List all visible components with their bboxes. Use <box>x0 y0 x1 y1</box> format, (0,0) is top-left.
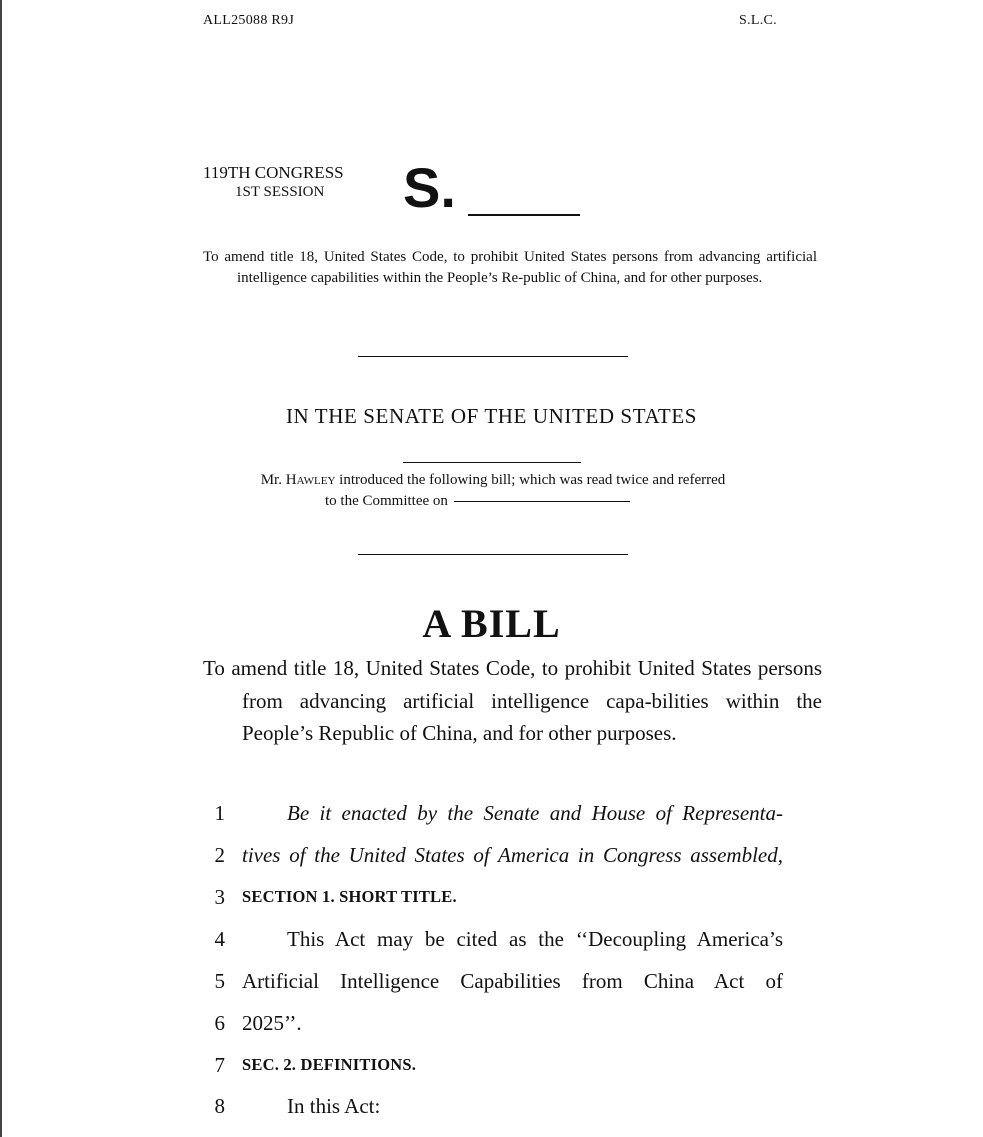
congress-number <box>203 162 344 183</box>
bill-line <box>203 881 783 913</box>
bill-purpose: To amend title 18, United States Code, to prohibit United States persons from advancing artificial intelligence capa-bilities within the People’s Republic of China, and for other purposes. <box>203 656 822 745</box>
section-text: 2025’’. <box>242 1011 302 1035</box>
bill-line <box>203 965 783 997</box>
congress-number-value: 119 <box>203 163 228 182</box>
session-label: SESSION <box>259 184 325 200</box>
line-number: 1 <box>214 801 225 825</box>
section-text: In this Act: <box>287 1094 381 1118</box>
committee-blank <box>454 501 630 502</box>
divider-rule-2 <box>358 554 628 555</box>
enacting-clause: Be it enacted by the Senate and House of Representa- <box>287 801 783 825</box>
bill-number-blank <box>468 214 580 216</box>
section-heading: SEC. 2. DEFINITIONS. <box>242 1055 417 1074</box>
sponsor-name: awley <box>296 472 336 488</box>
bill-line <box>203 1049 783 1081</box>
introduction-text-1: introduced the following bill; which was read twice and referred <box>335 472 726 488</box>
enacting-clause: tives of the United States of America in Congress assembled, <box>242 843 783 867</box>
bill-line <box>203 1090 783 1122</box>
line-number: 5 <box>214 969 225 993</box>
office-code: S.L.C. <box>739 13 777 28</box>
bill-line <box>203 923 783 955</box>
sponsor-prefix: Mr. <box>260 472 286 488</box>
introduction-line-1 <box>203 470 783 491</box>
divider-rule <box>358 356 628 357</box>
bill-line <box>203 797 783 829</box>
bill-title: A BILL <box>422 601 561 646</box>
line-number: 8 <box>214 1094 225 1118</box>
sponsor-initial: H <box>285 472 297 488</box>
section-text: Artificial Intelligence Capabilities from China Act of <box>242 969 783 993</box>
bill-designation: S. <box>403 156 456 219</box>
line-number: 4 <box>214 927 225 951</box>
line-number: 7 <box>214 1053 225 1077</box>
introduction-statement <box>203 470 783 512</box>
congress-ordinal-suffix: TH <box>227 163 251 182</box>
session-ordinal-suffix: ST <box>242 184 260 200</box>
bill-line <box>203 1007 783 1039</box>
bill-line <box>203 839 783 871</box>
section-heading: SECTION 1. SHORT TITLE. <box>242 887 457 906</box>
session-number <box>235 183 324 202</box>
section-text: This Act may be cited as the ‘‘Decoupling America’s <box>287 927 783 951</box>
line-number: 3 <box>214 885 225 909</box>
introduction-text-2: to the Committee on <box>325 493 448 509</box>
line-number: 2 <box>214 843 225 867</box>
session-number-value: 1 <box>235 184 243 200</box>
congress-label: CONGRESS <box>250 163 344 182</box>
introduction-line-2 <box>203 491 783 512</box>
line-number: 6 <box>214 1011 225 1035</box>
short-divider-rule <box>403 462 581 463</box>
document-id: ALL25088 R9J <box>203 13 295 28</box>
chamber-heading: IN THE SENATE OF THE UNITED STATES <box>285 404 698 428</box>
summary-purpose: To amend title 18, United States Code, to prohibit United States persons from advancing artificial intelligence capabilities within the People’s Re-public of China, and for other purposes. <box>203 249 817 286</box>
page-left-edge <box>0 0 2 1137</box>
